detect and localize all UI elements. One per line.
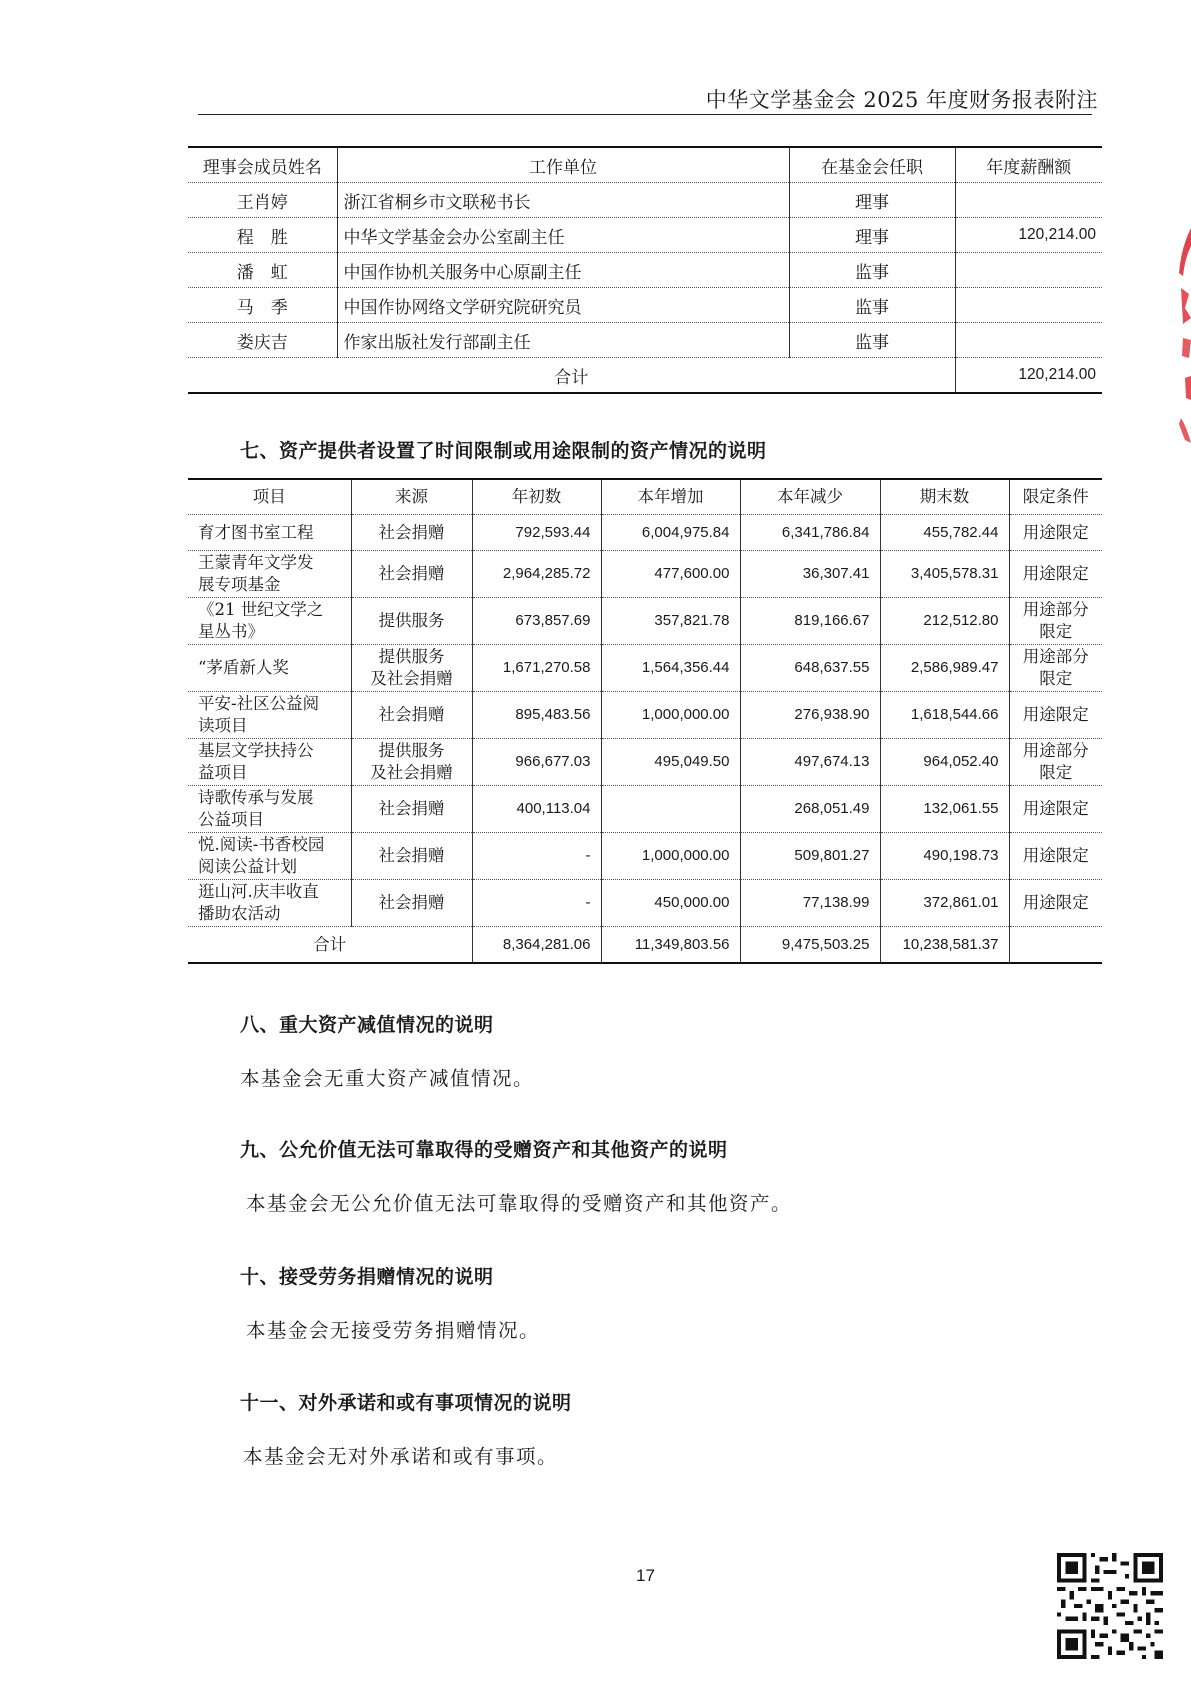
member-unit: 中国作协机关服务中心原副主任	[337, 253, 789, 288]
member-unit: 作家出版社发行部副主任	[337, 323, 789, 358]
asset-item	[188, 645, 351, 692]
table-row	[188, 551, 1102, 598]
asset-begin: -	[472, 880, 601, 927]
asset-source	[351, 739, 472, 786]
member-pay	[955, 253, 1102, 288]
asset-source	[351, 692, 472, 739]
col-header-end: 期末数	[880, 479, 1009, 515]
asset-source	[351, 598, 472, 645]
restricted-assets-body	[188, 515, 1102, 927]
table-total-row	[188, 927, 1102, 964]
member-role: 理事	[789, 218, 955, 253]
asset-source-line: 及社会捐赠	[370, 763, 453, 782]
total-label: 合计	[188, 358, 955, 394]
asset-increase: 495,049.50	[601, 739, 740, 786]
asset-source	[351, 786, 472, 833]
asset-decrease: 509,801.27	[740, 833, 880, 880]
section-9-text: 本基金会无公允价值无法可靠取得的受赠资产和其他资产。	[246, 1192, 793, 1215]
asset-item-line: “茅盾新人奖	[198, 658, 289, 677]
table-row	[188, 880, 1102, 927]
asset-begin: 1,671,270.58	[472, 645, 601, 692]
asset-end: 212,512.80	[880, 598, 1009, 645]
asset-end: 964,052.40	[880, 739, 1009, 786]
asset-end: 132,061.55	[880, 786, 1009, 833]
asset-item-line: 播助农活动	[198, 904, 281, 923]
table-row	[188, 692, 1102, 739]
total-condition	[1009, 927, 1102, 964]
asset-decrease: 77,138.99	[740, 880, 880, 927]
asset-item-line: 阅读公益计划	[198, 857, 297, 876]
asset-condition-line: 用途限定	[1022, 522, 1089, 542]
board-members-table	[188, 146, 1102, 394]
total-value: 120,214.00	[955, 358, 1102, 394]
section-10-text: 本基金会无接受劳务捐赠情况。	[246, 1319, 541, 1342]
asset-condition-line: 限定	[1039, 763, 1073, 782]
section-10-heading: 十、接受劳务捐赠情况的说明	[240, 1266, 494, 1288]
asset-decrease: 276,938.90	[740, 692, 880, 739]
asset-item-line: 育才图书室工程	[198, 522, 314, 542]
asset-item-line: 益项目	[198, 763, 248, 782]
col-header-condition: 限定条件	[1009, 479, 1102, 515]
table-row	[188, 218, 1102, 253]
table-row	[188, 183, 1102, 218]
table-row	[188, 515, 1102, 551]
col-header-source: 来源	[351, 479, 472, 515]
asset-decrease: 648,637.55	[740, 645, 880, 692]
table-row	[188, 323, 1102, 358]
asset-condition	[1009, 786, 1102, 833]
member-name: 潘 虹	[188, 253, 337, 288]
asset-condition-line: 限定	[1039, 669, 1073, 688]
asset-end: 3,405,578.31	[880, 551, 1009, 598]
member-role: 监事	[789, 288, 955, 323]
asset-condition	[1009, 739, 1102, 786]
table-row	[188, 645, 1102, 692]
asset-increase: 1,000,000.00	[601, 692, 740, 739]
member-unit: 浙江省桐乡市文联秘书长	[337, 183, 789, 218]
table-header-row	[188, 147, 1102, 183]
asset-condition	[1009, 598, 1102, 645]
asset-item-line: 王蒙青年文学发	[198, 553, 314, 572]
asset-source-line: 社会捐赠	[378, 846, 445, 865]
verification-qr-code	[1057, 1553, 1163, 1659]
page-number: 17	[636, 1566, 655, 1585]
col-header-role: 在基金会任职	[789, 147, 955, 183]
col-header-name: 理事会成员姓名	[188, 147, 337, 183]
asset-condition-line: 用途部分	[1022, 741, 1089, 760]
total-end: 10,238,581.37	[880, 927, 1009, 964]
asset-end: 455,782.44	[880, 515, 1009, 551]
asset-decrease: 6,341,786.84	[740, 515, 880, 551]
table-row	[188, 786, 1102, 833]
report-header-title: 中华文学基金会 2025 年度财务报表附注	[705, 88, 1098, 112]
asset-begin: 792,593.44	[472, 515, 601, 551]
asset-increase: 477,600.00	[601, 551, 740, 598]
col-header-begin: 年初数	[472, 479, 601, 515]
total-decrease: 9,475,503.25	[740, 927, 880, 964]
table-row	[188, 288, 1102, 323]
asset-item-line: 展专项基金	[198, 575, 281, 594]
asset-condition-line: 用途限定	[1022, 893, 1089, 912]
asset-end: 372,861.01	[880, 880, 1009, 927]
asset-item-line: 诗歌传承与发展	[198, 788, 314, 807]
asset-source	[351, 515, 472, 551]
member-name: 程 胜	[188, 218, 337, 253]
section-8-heading: 八、重大资产减值情况的说明	[240, 1014, 494, 1036]
asset-decrease: 268,051.49	[740, 786, 880, 833]
member-role: 监事	[789, 253, 955, 288]
asset-begin: -	[472, 833, 601, 880]
asset-source-line: 社会捐赠	[378, 799, 445, 818]
member-role: 监事	[789, 323, 955, 358]
asset-source-line: 提供服务	[378, 611, 445, 630]
seal-stamp-edge	[1177, 228, 1191, 443]
asset-item	[188, 551, 351, 598]
asset-end: 490,198.73	[880, 833, 1009, 880]
asset-increase: 450,000.00	[601, 880, 740, 927]
asset-increase: 1,000,000.00	[601, 833, 740, 880]
asset-condition-line: 用途部分	[1022, 600, 1089, 619]
table-row	[188, 253, 1102, 288]
col-header-pay: 年度薪酬额	[955, 147, 1102, 183]
asset-condition	[1009, 515, 1102, 551]
asset-source-line: 及社会捐赠	[370, 669, 453, 688]
restricted-assets-table	[188, 478, 1102, 964]
asset-begin: 895,483.56	[472, 692, 601, 739]
asset-item-line: 《21 世纪文学之	[198, 600, 324, 619]
asset-condition	[1009, 551, 1102, 598]
table-row	[188, 739, 1102, 786]
asset-begin: 966,677.03	[472, 739, 601, 786]
asset-end: 2,586,989.47	[880, 645, 1009, 692]
asset-item	[188, 786, 351, 833]
asset-item	[188, 692, 351, 739]
section-11-heading: 十一、对外承诺和或有事项情况的说明	[240, 1392, 572, 1414]
asset-source	[351, 833, 472, 880]
asset-decrease: 497,674.13	[740, 739, 880, 786]
total-increase: 11,349,803.56	[601, 927, 740, 964]
asset-begin: 400,113.04	[472, 786, 601, 833]
asset-item	[188, 833, 351, 880]
asset-item	[188, 739, 351, 786]
col-header-item: 项目	[188, 479, 351, 515]
asset-condition-line: 用途部分	[1022, 647, 1089, 666]
section-11-text: 本基金会无对外承诺和或有事项。	[243, 1445, 559, 1468]
member-name: 王肖婷	[188, 183, 337, 218]
asset-item-line: 星丛书》	[198, 622, 264, 641]
section-8-text: 本基金会无重大资产减值情况。	[240, 1067, 535, 1090]
member-unit: 中国作协网络文学研究院研究员	[337, 288, 789, 323]
asset-source-line: 社会捐赠	[378, 564, 445, 583]
asset-begin: 2,964,285.72	[472, 551, 601, 598]
asset-begin: 673,857.69	[472, 598, 601, 645]
table-header-row	[188, 479, 1102, 515]
asset-decrease: 819,166.67	[740, 598, 880, 645]
asset-increase: 1,564,356.44	[601, 645, 740, 692]
asset-condition-line: 用途限定	[1022, 564, 1089, 583]
asset-source-line: 社会捐赠	[378, 522, 445, 542]
asset-condition-line: 用途限定	[1022, 846, 1089, 865]
asset-source	[351, 645, 472, 692]
asset-condition	[1009, 880, 1102, 927]
asset-item-line: 读项目	[198, 716, 248, 735]
asset-item-line: 基层文学扶持公	[198, 741, 314, 760]
table-row	[188, 598, 1102, 645]
asset-item	[188, 880, 351, 927]
asset-condition	[1009, 645, 1102, 692]
member-unit: 中华文学基金会办公室副主任	[337, 218, 789, 253]
asset-item-line: 平安-社区公益阅	[198, 694, 320, 713]
asset-condition-line: 用途限定	[1022, 799, 1089, 818]
col-header-increase: 本年增加	[601, 479, 740, 515]
total-label: 合计	[188, 927, 472, 964]
asset-decrease: 36,307.41	[740, 551, 880, 598]
asset-source-line: 社会捐赠	[378, 893, 445, 912]
member-name: 马 季	[188, 288, 337, 323]
asset-item-line: 悦.阅读-书香校园	[198, 835, 325, 854]
asset-source-line: 社会捐赠	[378, 705, 445, 724]
member-pay	[955, 288, 1102, 323]
col-header-decrease: 本年减少	[740, 479, 880, 515]
member-name: 娄庆吉	[188, 323, 337, 358]
member-pay	[955, 323, 1102, 358]
asset-increase: 6,004,975.84	[601, 515, 740, 551]
member-pay: 120,214.00	[955, 218, 1102, 253]
asset-increase	[601, 786, 740, 833]
col-header-unit: 工作单位	[337, 147, 789, 183]
asset-source	[351, 551, 472, 598]
asset-source-line: 提供服务	[378, 741, 445, 760]
asset-condition-line: 用途限定	[1022, 705, 1089, 724]
table-row	[188, 833, 1102, 880]
member-role: 理事	[789, 183, 955, 218]
asset-increase: 357,821.78	[601, 598, 740, 645]
asset-end: 1,618,544.66	[880, 692, 1009, 739]
asset-condition	[1009, 692, 1102, 739]
member-pay	[955, 183, 1102, 218]
asset-source	[351, 880, 472, 927]
asset-source-line: 提供服务	[378, 647, 445, 666]
header-rule	[198, 114, 1092, 115]
asset-item-line: 逛山河.庆丰收直	[198, 882, 319, 901]
asset-condition-line: 限定	[1039, 622, 1073, 641]
section-7-heading: 七、资产提供者设置了时间限制或用途限制的资产情况的说明	[240, 440, 767, 462]
asset-item	[188, 515, 351, 551]
asset-condition	[1009, 833, 1102, 880]
section-9-heading: 九、公允价值无法可靠取得的受赠资产和其他资产的说明	[240, 1139, 728, 1161]
total-begin: 8,364,281.06	[472, 927, 601, 964]
asset-item	[188, 598, 351, 645]
asset-item-line: 公益项目	[198, 810, 264, 829]
table-total-row	[188, 358, 1102, 394]
